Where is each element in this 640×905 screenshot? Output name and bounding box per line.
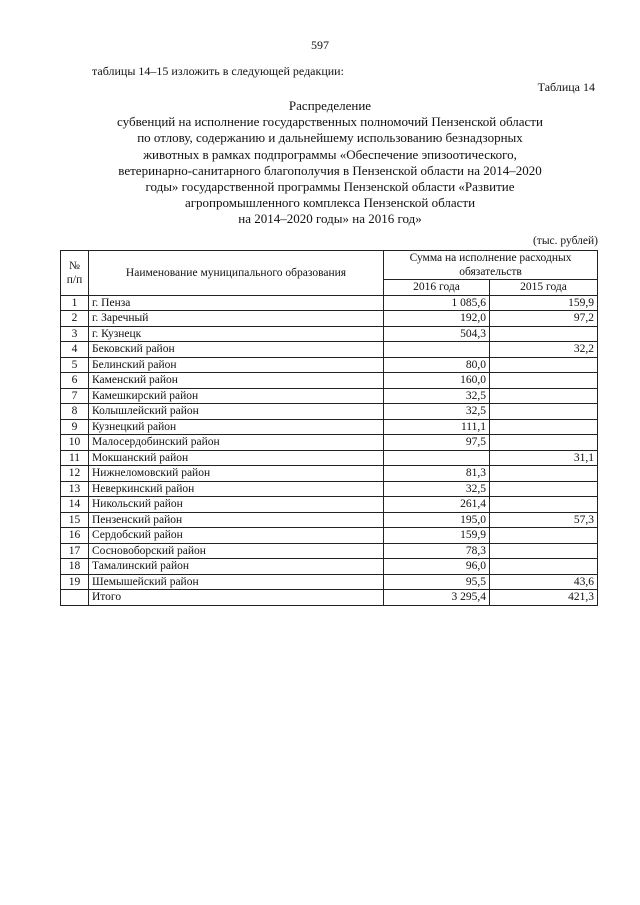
value-2016: 111,1 xyxy=(384,419,490,435)
heading-line: агропромышленного комплекса Пензенской области xyxy=(184,195,476,211)
value-2015 xyxy=(490,373,598,389)
table-label: Таблица 14 xyxy=(537,80,595,94)
total-number xyxy=(61,590,89,606)
table-body xyxy=(61,295,598,605)
table-row xyxy=(61,450,598,466)
table-row xyxy=(61,512,598,528)
header-year-2015: 2015 года xyxy=(490,280,598,296)
municipality-name: Тамалинский район xyxy=(89,559,384,575)
value-2015 xyxy=(490,543,598,559)
municipality-name: г. Пенза xyxy=(89,295,384,311)
municipality-name: Колышлейский район xyxy=(89,404,384,420)
value-2015: 31,1 xyxy=(490,450,598,466)
table-header xyxy=(61,251,598,296)
table-row xyxy=(61,404,598,420)
header-number-abbr: п/п xyxy=(66,273,83,286)
row-number: 19 xyxy=(61,574,89,590)
municipality-name: г. Заречный xyxy=(89,311,384,327)
value-2015: 57,3 xyxy=(490,512,598,528)
value-2016: 261,4 xyxy=(384,497,490,513)
heading-title: Распределение xyxy=(288,98,372,113)
heading-line: животных в рамках подпрограммы «Обеспечение эпизоотического, xyxy=(143,146,517,162)
row-number: 12 xyxy=(61,466,89,482)
value-2015 xyxy=(490,357,598,373)
unit-note: (тыс. рублей) xyxy=(532,235,598,247)
row-number: 1 xyxy=(61,295,89,311)
value-2015 xyxy=(490,528,598,544)
value-2016: 195,0 xyxy=(384,512,490,528)
heading-line: по отлову, содержанию и дальнейшему использованию безнадзорных xyxy=(137,130,523,146)
table-row xyxy=(61,373,598,389)
row-number: 17 xyxy=(61,543,89,559)
total-row xyxy=(61,590,598,606)
value-2016: 1 085,6 xyxy=(384,295,490,311)
value-2016: 504,3 xyxy=(384,326,490,342)
municipality-name: Неверкинский район xyxy=(89,481,384,497)
page-number: 597 xyxy=(311,38,329,52)
table-row xyxy=(61,357,598,373)
header-number-symbol: № xyxy=(69,259,80,272)
value-2015 xyxy=(490,435,598,451)
municipality-name: Бековский район xyxy=(89,342,384,358)
row-number: 9 xyxy=(61,419,89,435)
heading-line: ветеринарно-санитарного благополучия в Пензенской области на 2014–2020 xyxy=(118,162,542,178)
table-row xyxy=(61,497,598,513)
municipality-name: Шемышейский район xyxy=(89,574,384,590)
table-row xyxy=(61,559,598,575)
municipality-name: Каменский район xyxy=(89,373,384,389)
value-2016: 97,5 xyxy=(384,435,490,451)
total-2016: 3 295,4 xyxy=(384,590,490,606)
value-2016: 81,3 xyxy=(384,466,490,482)
municipality-name: Пензенский район xyxy=(89,512,384,528)
table-row xyxy=(61,342,598,358)
heading-line: субвенций на исполнение государственных полномочий Пензенской области xyxy=(117,114,543,130)
header-number xyxy=(61,251,89,296)
table-row xyxy=(61,388,598,404)
value-2016: 80,0 xyxy=(384,357,490,373)
municipality-name: Нижнеломовский район xyxy=(89,466,384,482)
value-2016: 78,3 xyxy=(384,543,490,559)
municipality-name: Малосердобинский район xyxy=(89,435,384,451)
value-2015: 159,9 xyxy=(490,295,598,311)
value-2016: 192,0 xyxy=(384,311,490,327)
row-number: 3 xyxy=(61,326,89,342)
row-number: 10 xyxy=(61,435,89,451)
row-number: 4 xyxy=(61,342,89,358)
value-2016 xyxy=(384,342,490,358)
heading-line: годы» государственной программы Пензенской области «Развитие xyxy=(145,179,515,195)
row-number: 15 xyxy=(61,512,89,528)
value-2016: 95,5 xyxy=(384,574,490,590)
intro-text: таблицы 14–15 изложить в следующей редакции: xyxy=(92,64,344,78)
total-2015: 421,3 xyxy=(490,590,598,606)
row-number: 2 xyxy=(61,311,89,327)
value-2016: 32,5 xyxy=(384,404,490,420)
table-row xyxy=(61,481,598,497)
value-2015 xyxy=(490,404,598,420)
row-number: 7 xyxy=(61,388,89,404)
municipality-name: Сосновоборский район xyxy=(89,543,384,559)
row-number: 5 xyxy=(61,357,89,373)
table-row xyxy=(61,435,598,451)
value-2016 xyxy=(384,450,490,466)
municipality-name: Сердобский район xyxy=(89,528,384,544)
value-2015: 32,2 xyxy=(490,342,598,358)
municipality-name: Белинский район xyxy=(89,357,384,373)
table-row xyxy=(61,295,598,311)
value-2015 xyxy=(490,559,598,575)
value-2015 xyxy=(490,326,598,342)
value-2016: 159,9 xyxy=(384,528,490,544)
table-row xyxy=(61,543,598,559)
table-row xyxy=(61,419,598,435)
table-row xyxy=(61,574,598,590)
value-2015: 43,6 xyxy=(490,574,598,590)
municipality-name: г. Кузнецк xyxy=(89,326,384,342)
value-2015 xyxy=(490,466,598,482)
value-2015 xyxy=(490,388,598,404)
municipality-name: Кузнецкий район xyxy=(89,419,384,435)
header-name: Наименование муниципального образования xyxy=(89,251,384,296)
row-number: 18 xyxy=(61,559,89,575)
document-heading xyxy=(60,98,600,228)
value-2016: 32,5 xyxy=(384,388,490,404)
header-sum: Сумма на исполнение расходных обязательств xyxy=(384,251,598,280)
total-label: Итого xyxy=(89,590,384,606)
municipality-name: Никольский район xyxy=(89,497,384,513)
value-2016: 96,0 xyxy=(384,559,490,575)
municipality-name: Мокшанский район xyxy=(89,450,384,466)
value-2015 xyxy=(490,481,598,497)
municipality-name: Камешкирский район xyxy=(89,388,384,404)
heading-line: на 2014–2020 годы» на 2016 год» xyxy=(238,211,422,227)
table-row xyxy=(61,311,598,327)
table-row xyxy=(61,466,598,482)
value-2016: 32,5 xyxy=(384,481,490,497)
row-number: 11 xyxy=(61,450,89,466)
row-number: 14 xyxy=(61,497,89,513)
row-number: 8 xyxy=(61,404,89,420)
value-2016: 160,0 xyxy=(384,373,490,389)
row-number: 16 xyxy=(61,528,89,544)
value-2015: 97,2 xyxy=(490,311,598,327)
value-2015 xyxy=(490,497,598,513)
header-year-2016: 2016 года xyxy=(384,280,490,296)
table-row xyxy=(61,528,598,544)
table-row xyxy=(61,326,598,342)
distribution-table xyxy=(60,250,598,606)
value-2015 xyxy=(490,419,598,435)
row-number: 13 xyxy=(61,481,89,497)
row-number: 6 xyxy=(61,373,89,389)
